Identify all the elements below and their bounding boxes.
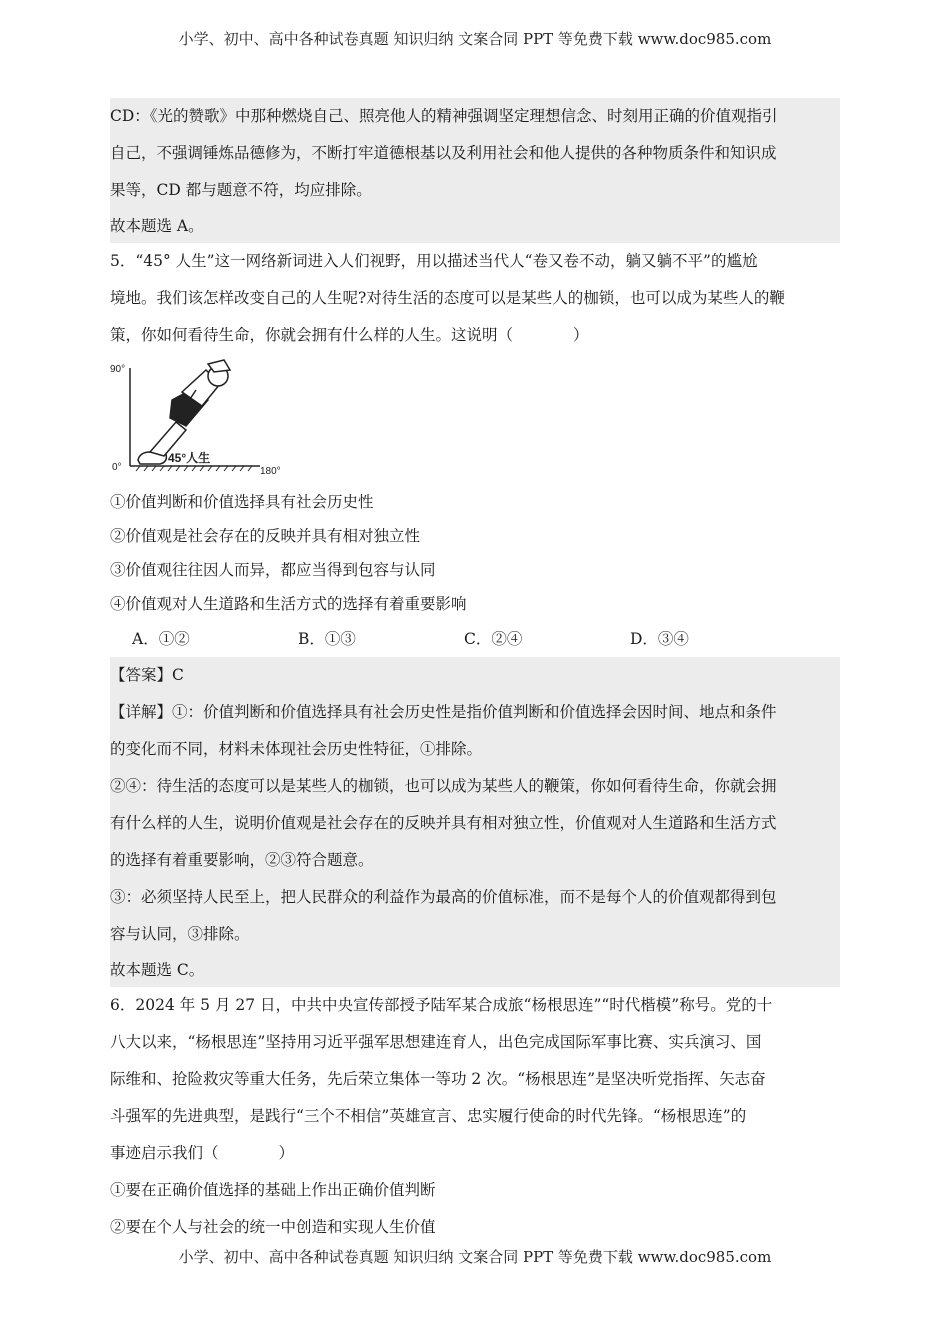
figure-illustration bbox=[110, 356, 290, 481]
page-header: 小学、初中、高中各种试卷真题 知识归纳 文案合同 PPT 等免费下载 www.doc985.com bbox=[178, 30, 772, 48]
analysis-line: CD：《光的赞歌》中那种燃烧自己、照亮他人的精神强调坚定理想信念、时刻用正确的价值观指引 bbox=[110, 107, 778, 125]
stem-text: 事迹启示我们（ bbox=[110, 1144, 219, 1162]
statement-item: ③价值观往往因人而异，都应当得到包容与认同 bbox=[110, 561, 436, 579]
question-stem-line: 6．2024 年 5 月 27 日，中共中央宣传部授予陆军某合成旅“杨根思连”“时代楷模”称号。党的十 bbox=[110, 996, 773, 1014]
question-stem-line: 斗强军的先进典型，是践行“三个不相信”英雄宣言、忠实履行使命的时代先锋。“杨根思连”的 bbox=[110, 1107, 747, 1125]
question-6 bbox=[110, 987, 840, 1246]
analysis-line: 果等，CD 都与题意不符，均应排除。 bbox=[110, 181, 372, 199]
statement-item: ①要在正确价值选择的基础上作出正确价值判断 bbox=[110, 1181, 436, 1199]
statement-item: ②要在个人与社会的统一中创造和实现人生价值 bbox=[110, 1218, 436, 1236]
document-body bbox=[110, 98, 840, 1246]
statement-item: ②价值观是社会存在的反映并具有相对独立性 bbox=[110, 527, 421, 545]
analysis-line: ②④：待生活的态度可以是某些人的枷锁，也可以成为某些人的鞭策，你如何看待生命，你就会拥 bbox=[110, 777, 777, 795]
stem-text: 策，你如何看待生命，你就会拥有什么样的人生。这说明（ bbox=[110, 326, 514, 344]
question-stem-line bbox=[110, 1135, 840, 1172]
statement-item: ④价值观对人生道路和生活方式的选择有着重要影响 bbox=[110, 595, 467, 613]
analysis-line: ③：必须坚持人民至上，把人民群众的利益作为最高的价值标准，而不是每个人的价值观都得到包 bbox=[110, 888, 777, 906]
answer-analysis-block bbox=[110, 657, 840, 987]
statement-item: ①价值判断和价值选择具有社会历史性 bbox=[110, 493, 374, 511]
figure-45-life bbox=[110, 356, 290, 481]
analysis-line: 有什么样的人生，说明价值观是社会存在的反映并具有相对独立性，价值观对人生道路和生活方式 bbox=[110, 814, 777, 832]
answer-line: 【答案】C bbox=[110, 666, 184, 684]
stem-close-paren: ） bbox=[278, 1144, 295, 1162]
analysis-line: 的选择有着重要影响，②③符合题意。 bbox=[110, 851, 374, 869]
option-c: C．②④ bbox=[464, 630, 523, 648]
option-b: B．①③ bbox=[298, 630, 356, 648]
label-0: 0° bbox=[112, 462, 122, 473]
prev-analysis-block bbox=[110, 98, 840, 243]
option-d: D．③④ bbox=[630, 630, 689, 648]
label-180: 180° bbox=[260, 466, 281, 477]
analysis-line: 【详解】①：价值判断和价值选择具有社会历史性是指价值判断和价值选择会因时间、地点和条件 bbox=[110, 703, 777, 721]
analysis-conclusion: 故本题选 A。 bbox=[110, 217, 204, 235]
stem-close-paren: ） bbox=[573, 326, 589, 344]
figure-caption: 45°人生 bbox=[168, 451, 211, 465]
leaning-person bbox=[138, 360, 230, 464]
question-5 bbox=[110, 243, 840, 987]
question-stem-line bbox=[110, 317, 840, 354]
label-90: 90° bbox=[110, 364, 126, 375]
question-stem-line: 5．“45° 人生”这一网络新词进入人们视野，用以描述当代人“卷又卷不动，躺又躺不平”的尴尬 bbox=[110, 252, 758, 270]
option-a: A．①② bbox=[132, 630, 190, 648]
question-stem-line: 际维和、抢险救灾等重大任务，先后荣立集体一等功 2 次。“杨根思连”是坚决听党指挥、矢志奋 bbox=[110, 1070, 766, 1088]
question-stem-line: 八大以来，“杨根思连”坚持用习近平强军思想建连育人，出色完成国际军事比赛、实兵演习、国 bbox=[110, 1033, 762, 1051]
analysis-line: 自己，不强调锤炼品德修为，不断打牢道德根基以及利用社会和他人提供的各种物质条件和知识成 bbox=[110, 144, 777, 162]
question-stem-line: 境地。我们该怎样改变自己的人生呢?对待生活的态度可以是某些人的枷锁，也可以成为某些人的鞭 bbox=[110, 289, 785, 307]
options-row bbox=[110, 621, 840, 657]
analysis-conclusion: 故本题选 C。 bbox=[110, 961, 205, 979]
analysis-line: 容与认同，③排除。 bbox=[110, 925, 250, 943]
page-footer: 小学、初中、高中各种试卷真题 知识归纳 文案合同 PPT 等免费下载 www.doc985.com bbox=[178, 1248, 772, 1266]
analysis-line: 的变化而不同，材料未体现社会历史性特征，①排除。 bbox=[110, 740, 483, 758]
